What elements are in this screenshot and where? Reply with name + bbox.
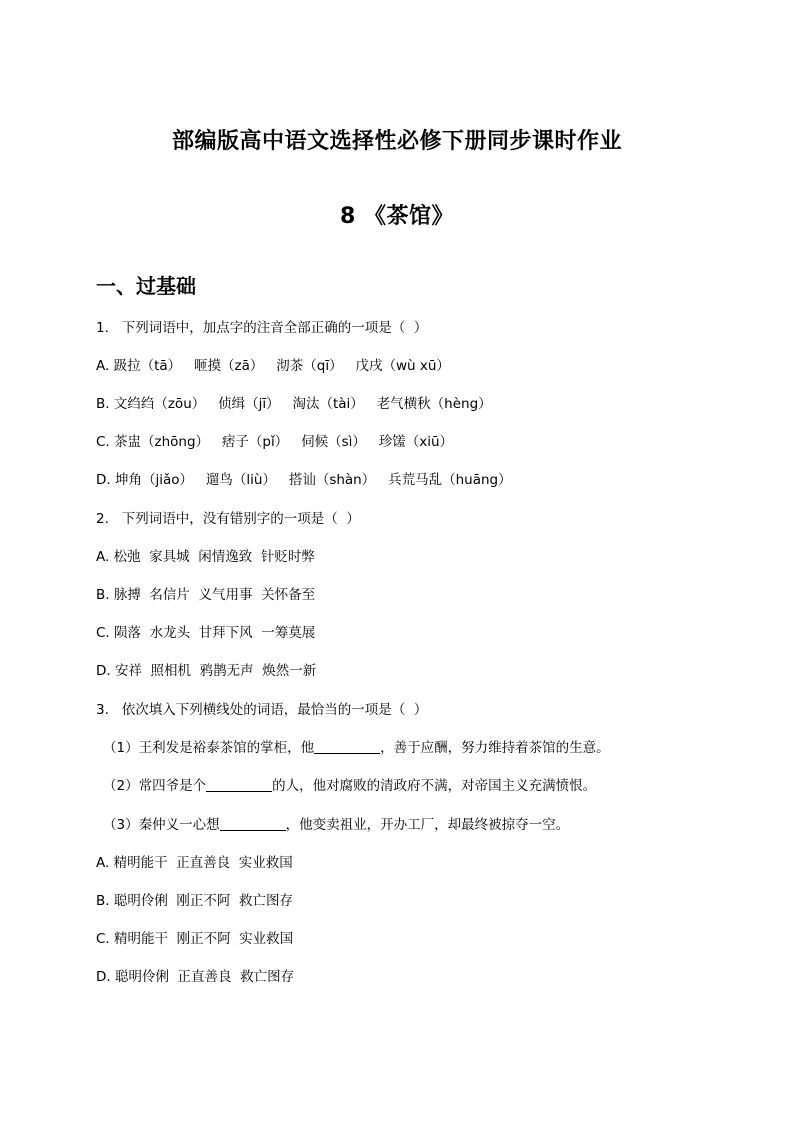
sentence-3-start: （3）秦仲义一心想 bbox=[103, 817, 220, 833]
question-1-option-a: A. 趿拉（tā） 咂摸（zā） 沏茶（qī） 戊戌（wù xū） bbox=[96, 358, 450, 374]
question-2-option-a: A. 松弛 家具城 闲情逸致 针贬时弊 bbox=[96, 549, 315, 565]
question-3-sentence-3 bbox=[103, 815, 569, 835]
question-3-sentence-1 bbox=[103, 738, 610, 758]
question-1-stem: 1. 下列词语中，加点字的注音全部正确的一项是（ ） bbox=[96, 320, 428, 336]
sentence-2-start: （2）常四爷是个 bbox=[103, 778, 207, 794]
document-title: 部编版高中语文选择性必修下册同步课时作业 bbox=[171, 129, 622, 154]
question-3-stem: 3. 依次填入下列横线处的词语，最恰当的一项是（ ） bbox=[96, 702, 428, 718]
question-1-option-c: C. 茶盅（zhōng） 痞子（pǐ） 伺候（sì） 珍馐（xiū） bbox=[96, 434, 454, 450]
question-3-option-c: C. 精明能干 刚正不阿 实业救国 bbox=[96, 931, 294, 947]
question-3-option-a: A. 精明能干 正直善良 实业救国 bbox=[96, 855, 293, 871]
sentence-3-end: ，他变卖祖业，开办工厂，却最终被掠夺一空。 bbox=[285, 817, 570, 833]
fill-in-blank-2 bbox=[206, 777, 272, 792]
question-3-option-d: D. 聪明伶俐 正直善良 救亡图存 bbox=[96, 969, 295, 985]
question-3-sentence-2 bbox=[103, 776, 596, 796]
question-3-option-b: B. 聪明伶俐 刚正不阿 救亡图存 bbox=[96, 893, 294, 909]
question-2-option-c: C. 陨落 水龙头 甘拜下风 一筹莫展 bbox=[96, 625, 316, 641]
question-2-stem: 2. 下列词语中，没有错别字的一项是（ ） bbox=[96, 511, 360, 527]
fill-in-blank-3 bbox=[220, 816, 286, 831]
fill-in-blank-1 bbox=[314, 739, 380, 754]
section-heading: 一、过基础 bbox=[96, 274, 196, 298]
question-2-option-d: D. 安祥 照相机 鸦鹊无声 焕然一新 bbox=[96, 663, 317, 679]
sentence-2-end: 的人，他对腐败的清政府不满，对帝国主义充满愤恨。 bbox=[272, 778, 597, 794]
question-1-option-b: B. 文绉绉（zōu） 侦缉（jī） 淘汰（tài） 老气横秋（hèng） bbox=[96, 396, 492, 412]
sentence-1-start: （1）王利发是裕泰茶馆的掌柜，他 bbox=[103, 740, 315, 756]
question-1-option-d: D. 坤角（jiǎo） 遛鸟（liù） 搭讪（shàn） 兵荒马乱（huāng） bbox=[96, 472, 512, 488]
document-subtitle: 8 《茶馆》 bbox=[340, 204, 454, 229]
sentence-1-end: ，善于应酬，努力维持着茶馆的生意。 bbox=[380, 740, 610, 756]
question-2-option-b: B. 脉搏 名信片 义气用事 关怀备至 bbox=[96, 587, 316, 603]
